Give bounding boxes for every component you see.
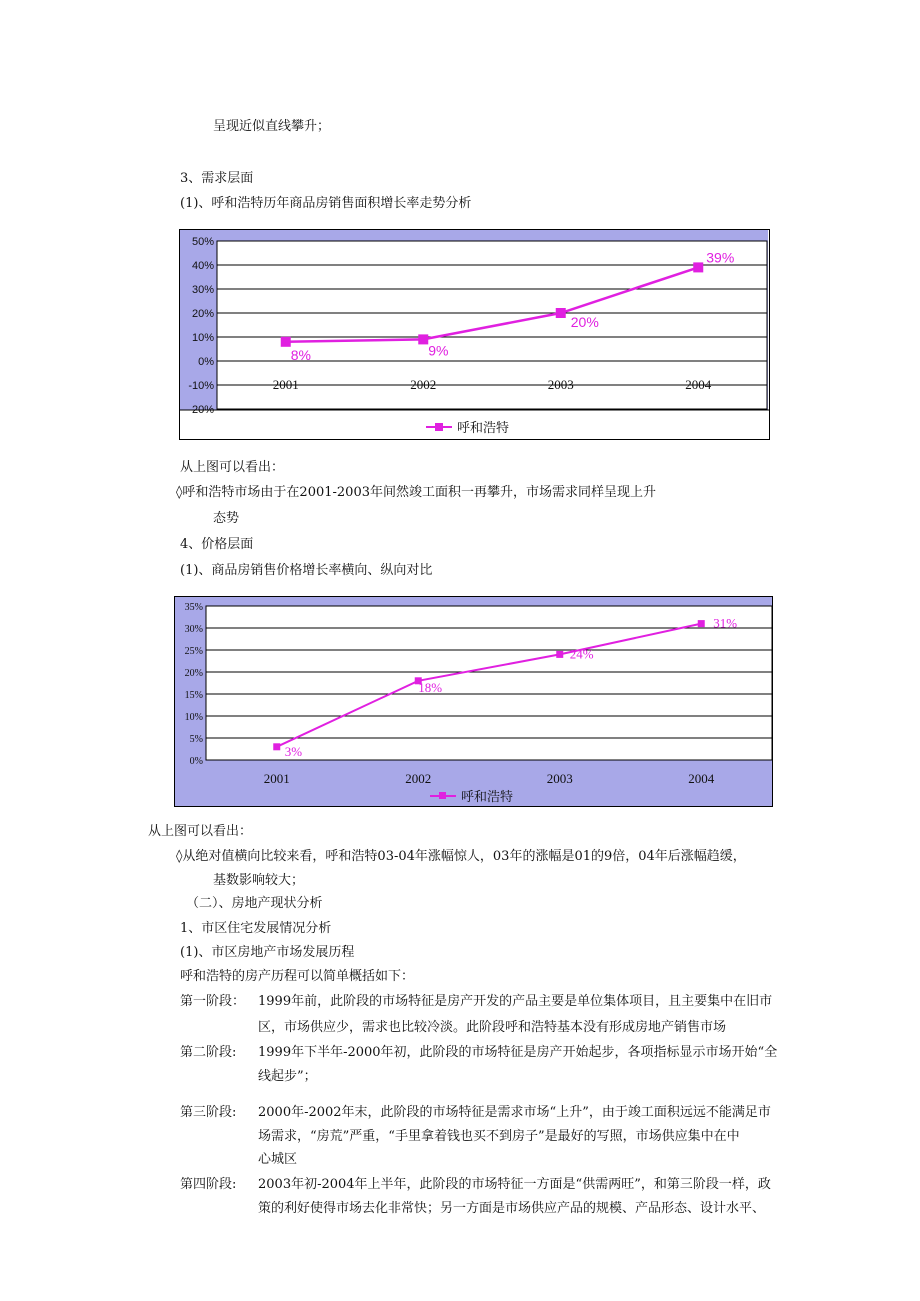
text-line: 从上图可以看出： (180, 460, 285, 475)
chart-1-x-tick: 2002 (410, 377, 437, 392)
chart-2-data-label: 18% (418, 679, 443, 695)
chart-2-y-tick: 30% (184, 624, 203, 635)
text-line: 态势 (213, 511, 240, 526)
text-line: ◊从绝对值横向比较来看，呼和浩特03-04年涨幅惊人，03年的涨幅是01的9倍，04年后涨幅趋缓， (176, 849, 746, 864)
chart-1-y-tick: 20% (191, 308, 214, 320)
chart-1-x-tick: 2001 (272, 377, 299, 392)
chart-1-data-label: 20% (570, 314, 599, 330)
chart-1-y-tick: 40% (191, 260, 214, 272)
chart-2-y-tick: 5% (189, 734, 203, 745)
chart-2 (174, 596, 774, 808)
stage-2-text: 线起步”； (258, 1069, 317, 1084)
text-line: 呼和浩特的房产历程可以简单概括如下： (180, 969, 415, 984)
chart-1-y-tick: -10% (188, 380, 214, 392)
chart-2-legend-label: 呼和浩特 (461, 790, 514, 805)
chart-2-y-tick: 0% (189, 756, 203, 767)
subsection-heading: (1)、呼和浩特历年商品房销售面积增长率走势分析 (180, 196, 472, 211)
chart-1-data-label: 9% (428, 342, 449, 359)
chart-1 (179, 229, 771, 441)
chart-1-point (556, 308, 566, 318)
subsection-heading: (1)、商品房销售价格增长率横向、纵向对比 (180, 563, 433, 578)
chart-2-point (273, 743, 280, 750)
chart-1-y-tick: 30% (191, 284, 214, 296)
chart-2-x-tick: 2002 (405, 771, 432, 786)
stage-4-label: 第四阶段: (180, 1177, 237, 1192)
chart-2-y-tick: 20% (184, 668, 203, 679)
chart-2-point (698, 620, 705, 627)
chart-1-y-tick: -20% (188, 404, 214, 416)
chart-1-x-tick: 2003 (547, 377, 574, 392)
chart-2-data-label: 3% (284, 743, 303, 759)
stage-2-text: 1999年下半年-2000年初，此阶段的市场特征是房产开始起步，各项指标显示市场开始“全 (258, 1045, 778, 1060)
chart-2-data-label: 31% (713, 615, 738, 631)
stage-2-label: 第二阶段: (180, 1045, 237, 1060)
stage-4-text: 2003年初-2004年上半年，此阶段的市场特征一方面是“供需两旺”，和第三阶段一样，政 (258, 1177, 771, 1192)
chart-2-x-tick: 2001 (263, 771, 290, 786)
stage-1-label: 第一阶段： (180, 994, 246, 1009)
chart-2-point (556, 651, 563, 658)
chart-1-point (281, 337, 291, 347)
chart-1-legend-marker (435, 423, 443, 431)
section-heading: 3、需求层面 (180, 171, 254, 186)
chart-1-data-label: 8% (290, 346, 311, 363)
chart-2-y-tick: 35% (184, 602, 203, 613)
subsection-heading: (1)、市区房地产市场发展历程 (180, 945, 355, 960)
chart-1-x-tick: 2004 (685, 377, 712, 392)
stage-3-text: 场需求，“房荒”严重，“手里拿着钱也买不到房子”是最好的写照，市场供应集中在中 (258, 1129, 740, 1144)
chart-1-y-tick: 10% (191, 332, 214, 344)
chart-1-y-tick: 50% (191, 236, 214, 248)
stage-3-text: 2000年-2002年末，此阶段的市场特征是需求市场“上升”，由于竣工面积远远不能满足市 (258, 1105, 771, 1120)
chart-2-x-tick: 2004 (688, 771, 715, 786)
stage-1-text: 1999年前，此阶段的市场特征是房产开发的产品主要是单位集体项目，且主要集中在旧市 (258, 994, 773, 1009)
section-heading: 1、市区住宅发展情况分析 (180, 921, 332, 936)
chart-2-data-label: 24% (569, 646, 594, 662)
chart-1-point (693, 262, 703, 272)
text-line: ◊呼和浩特市场由于在2001-2003年间然竣工面积一再攀升，市场需求同样呈现上升 (176, 485, 656, 500)
chart-2-y-tick: 25% (184, 646, 203, 657)
stage-3-text: 心城区 (258, 1152, 298, 1167)
chart-1-data-label: 39% (706, 249, 735, 266)
chart-1-legend-label: 呼和浩特 (457, 421, 510, 436)
chart-2-y-tick: 15% (184, 690, 203, 701)
chart-2-plot-area (206, 606, 772, 760)
chart-2-y-tick: 10% (184, 712, 203, 723)
text-line: 基数影响较大； (213, 873, 305, 888)
section-heading: 4、价格层面 (180, 537, 254, 552)
text-line: 从上图可以看出： (148, 824, 253, 839)
chart-2-x-tick: 2003 (546, 771, 573, 786)
text-line: 呈现近似直线攀升； (213, 119, 331, 134)
chart-1-y-tick: 0% (198, 356, 214, 368)
stage-4-text: 策的利好使得市场去化非常快；另一方面是市场供应产品的规模、产品形态、设计水平、 (258, 1201, 766, 1216)
chart-1-point (418, 334, 428, 344)
stage-1-text: 区，市场供应少，需求也比较冷淡。此阶段呼和浩特基本没有形成房地产销售市场 (258, 1020, 727, 1035)
stage-3-label: 第三阶段: (180, 1105, 237, 1120)
section-heading: （二）、房地产现状分析 (186, 896, 323, 911)
chart-2-legend-marker (439, 792, 446, 799)
